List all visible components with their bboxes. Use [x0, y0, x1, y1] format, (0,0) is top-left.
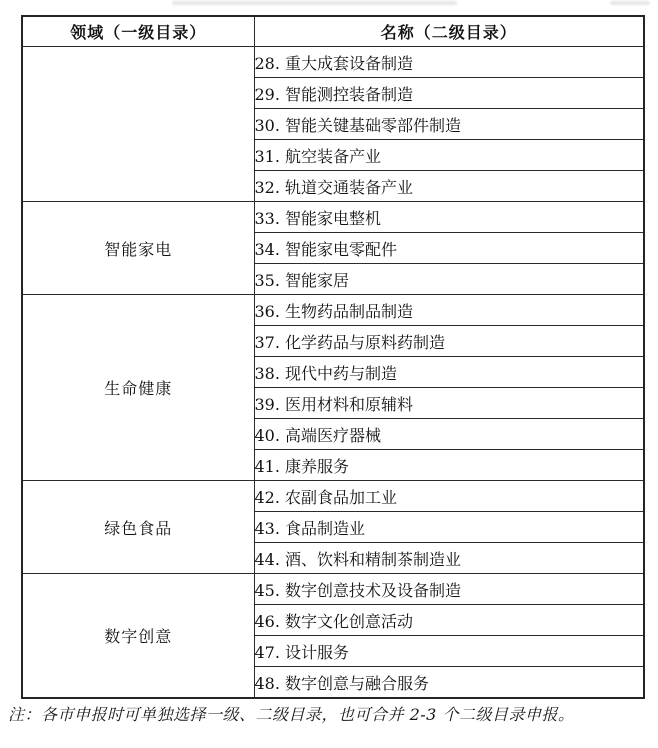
item-cell: 34. 智能家电零配件 [254, 233, 644, 264]
item-cell: 28. 重大成套设备制造 [254, 47, 644, 78]
footnote: 注：各市申报时可单独选择一级、二级目录，也可合并 2-3 个二级目录申报。 [8, 705, 575, 724]
item-cell: 31. 航空装备产业 [254, 140, 644, 171]
item-cell: 41. 康养服务 [254, 450, 644, 481]
item-cell: 47. 设计服务 [254, 636, 644, 667]
group-cell-smart-appliances: 智能家电 [22, 202, 254, 295]
item-cell: 40. 高端医疗器械 [254, 419, 644, 450]
table-row [22, 202, 644, 233]
header-cell-level1: 领域（一级目录） [22, 16, 254, 47]
table-header-row [22, 16, 644, 47]
header-cell-level2: 名称（二级目录） [254, 16, 644, 47]
table-row [22, 481, 644, 512]
item-cell: 35. 智能家居 [254, 264, 644, 295]
item-cell: 30. 智能关键基础零部件制造 [254, 109, 644, 140]
table-row [22, 47, 644, 78]
item-cell: 45. 数字创意技术及设备制造 [254, 574, 644, 605]
item-cell: 36. 生物药品制品制造 [254, 295, 644, 326]
item-cell: 38. 现代中药与制造 [254, 357, 644, 388]
item-cell: 39. 医用材料和原辅料 [254, 388, 644, 419]
scan-artifact [610, 1, 650, 5]
item-cell: 48. 数字创意与融合服务 [254, 667, 644, 699]
table-row [22, 574, 644, 605]
item-cell: 46. 数字文化创意活动 [254, 605, 644, 636]
item-cell: 37. 化学药品与原料药制造 [254, 326, 644, 357]
group-cell-green-food: 绿色食品 [22, 481, 254, 574]
item-cell: 44. 酒、饮料和精制茶制造业 [254, 543, 644, 574]
item-cell: 29. 智能测控装备制造 [254, 78, 644, 109]
group-cell-life-health: 生命健康 [22, 295, 254, 481]
scan-artifact [172, 1, 457, 5]
item-cell: 43. 食品制造业 [254, 512, 644, 543]
group-cell-blank [22, 47, 254, 202]
group-cell-digital-creativity: 数字创意 [22, 574, 254, 699]
table-row [22, 295, 644, 326]
item-cell: 32. 轨道交通装备产业 [254, 171, 644, 202]
item-cell: 42. 农副食品加工业 [254, 481, 644, 512]
item-cell: 33. 智能家电整机 [254, 202, 644, 233]
catalog-table [21, 15, 645, 699]
